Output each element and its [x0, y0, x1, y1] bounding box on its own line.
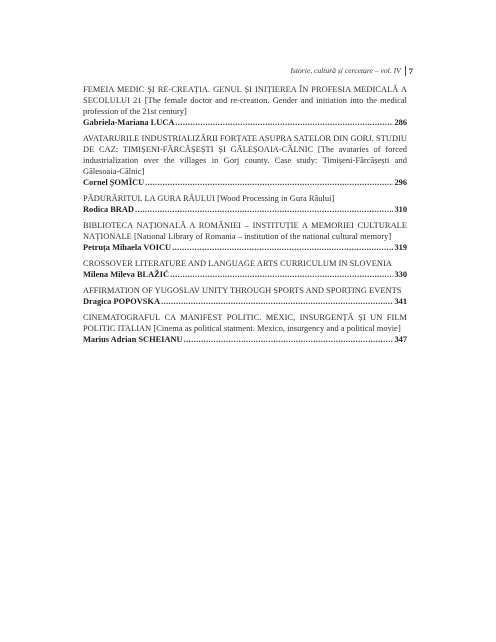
entry-title: FEMEIA MEDIC ȘI RE-CREAȚIA. GENUL ȘI INIȚIEREA ÎN PROFESIA MEDICALĂ A SECOLULUI 21 [The female doctor and re-creation. Gender and initiation into the medical profession of the 21st century]: [83, 85, 407, 116]
entry-page-number: 310: [394, 205, 407, 214]
entry-page-number: 296: [394, 178, 407, 187]
entry-author-line: [83, 334, 407, 345]
entry-author: Marius Adrian SCHEIANU: [83, 335, 183, 344]
entry-title: AFFIRMATION OF YUGOSLAV UNITY THROUGH SPORTS AND SPORTING EVENTS: [83, 286, 402, 295]
entry-author-line: [83, 269, 407, 280]
running-header: [290, 66, 413, 76]
entry-title: BIBLIOTECA NAȚIONALĂ A ROMÂNIEI – INSTITUȚIE A MEMORIEI CULTURALE NAȚIONALE [National Library of Romania – institution of the national cultural memory]: [83, 221, 407, 241]
entry-author: Dragica POPOVSKA: [83, 297, 160, 306]
entry-page-number: 347: [394, 335, 407, 344]
dot-leader: [161, 296, 393, 307]
entry-author: Gabriela-Mariana LUCA: [83, 118, 175, 127]
running-title: Istorie, cultură și cercetare – vol. IV: [290, 66, 401, 75]
entry-title: CINEMATOGRAFUL CA MANIFEST POLITIC. MEXIC, INSURGENȚĂ ȘI UN FILM POLITIC ITALIAN [Cinema as political statment. Mexico, insurgency and a political movie]: [83, 313, 407, 333]
entry-title: CROSSOVER LITERATURE AND LANGUAGE ARTS CURRICULUM IN SLOVENIA: [83, 259, 392, 268]
dot-leader: [184, 334, 394, 345]
page-number: 7: [408, 66, 413, 76]
entry-page-number: 319: [394, 243, 407, 252]
entry-author: Rodica BRAD: [83, 205, 134, 214]
toc-entry: [83, 285, 407, 307]
toc-entry: [83, 220, 407, 253]
entry-page-number: 330: [394, 270, 407, 279]
header-divider: [405, 66, 406, 76]
entry-author-line: [83, 296, 407, 307]
entry-author: Milena Mileva BLAŽIĆ: [83, 270, 170, 279]
entry-title: AVATARURILE INDUSTRIALIZĂRII FORȚATE ASUPRA SATELOR DIN GORJ. STUDIU DE CAZ: TIMIȘENI-FĂRCĂȘEȘTI ȘI GĂLEȘOAIA-CĂLNIC [The avataries of forced industrialization over the villages in Gorj county. Case study: Timișeni-Fărcășești and Gălesoaia-Călnic]: [83, 134, 407, 176]
toc-entry: [83, 312, 407, 345]
dot-leader: [175, 117, 393, 128]
entry-author-line: [83, 204, 407, 215]
entry-author-line: [83, 242, 407, 253]
entry-page-number: 341: [394, 297, 407, 306]
dot-leader: [170, 269, 393, 280]
dot-leader: [172, 242, 393, 253]
entry-author-line: [83, 177, 407, 188]
dot-leader: [145, 177, 393, 188]
entry-author: Petruța Mihaela VOICU: [83, 243, 172, 252]
entry-author: Cornel ȘOMÎCU: [83, 178, 145, 187]
entry-page-number: 286: [394, 118, 407, 127]
table-of-contents: [83, 84, 407, 350]
toc-entry: [83, 193, 407, 215]
toc-entry: [83, 133, 407, 188]
toc-entry: [83, 84, 407, 128]
entry-title: PĂDURĂRITUL LA GURA RÂULUI [Wood Processing in Gura Râului]: [83, 194, 335, 203]
entry-author-line: [83, 117, 407, 128]
dot-leader: [135, 204, 393, 215]
toc-entry: [83, 258, 407, 280]
